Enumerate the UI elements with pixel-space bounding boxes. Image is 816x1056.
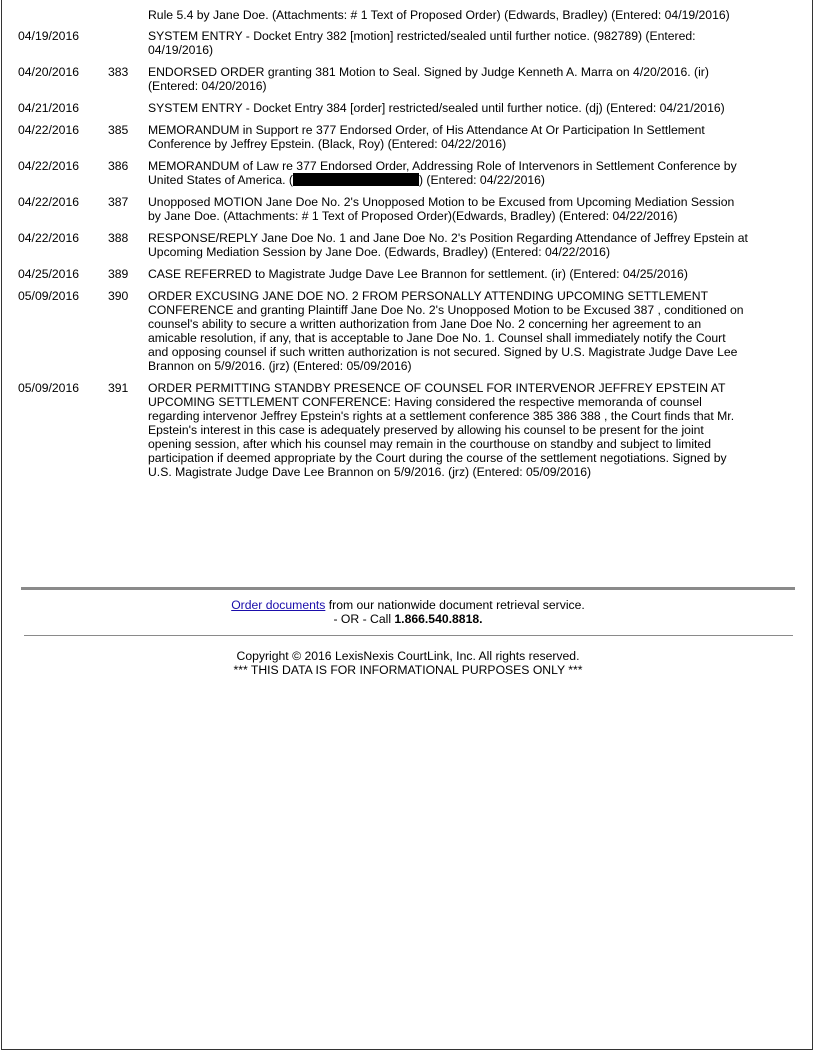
disclaimer-text: *** THIS DATA IS FOR INFORMATIONAL PURPOSES ONLY *** bbox=[233, 663, 583, 677]
phone-number: 1.866.540.8818. bbox=[394, 612, 483, 626]
section-divider bbox=[21, 587, 795, 590]
entry-text: Unopposed MOTION Jane Doe No. 2's Unopposed Motion to be Excused from Upcoming Mediation Session by Jane Doe. (Attachments: # 1 Text of Proposed Order)(Edwards, Bradley) (Entered: 04/22/2016) bbox=[148, 195, 735, 223]
entry-number: 385 bbox=[108, 123, 129, 137]
entry-text: Rule 5.4 by Jane Doe. (Attachments: # 1 Text of Proposed Order) (Edwards, Bradley) (Entered: 04/19/2016) bbox=[148, 8, 730, 22]
entry-date: 04/22/2016 bbox=[18, 231, 79, 245]
entry-date: 04/22/2016 bbox=[18, 159, 79, 173]
docket-entry bbox=[18, 101, 798, 115]
docket-entry bbox=[18, 289, 798, 373]
docket-entry bbox=[18, 65, 798, 93]
copyright-text: Copyright © 2016 LexisNexis CourtLink, Inc. All rights reserved. bbox=[236, 649, 580, 663]
entry-date: 04/21/2016 bbox=[18, 101, 79, 115]
docket-entry bbox=[18, 29, 798, 57]
order-documents-footer bbox=[0, 598, 816, 626]
entry-text bbox=[148, 159, 748, 187]
entry-date: 05/09/2016 bbox=[18, 381, 79, 395]
docket-entry bbox=[18, 267, 798, 281]
entry-number: 387 bbox=[108, 195, 129, 209]
entry-text: RESPONSE/REPLY Jane Doe No. 1 and Jane Doe No. 2's Position Regarding Attendance of Jeffrey Epstein at Upcoming Mediation Session by Jane Doe. (Edwards, Bradley) (Entered: 04/22/2016) bbox=[148, 231, 748, 259]
docket-entry bbox=[18, 123, 798, 151]
order-line bbox=[0, 598, 816, 612]
redaction-block bbox=[293, 173, 419, 186]
entry-number: 388 bbox=[108, 231, 129, 245]
entry-text: SYSTEM ENTRY - Docket Entry 384 [order] restricted/sealed until further notice. (dj) (Entered: 04/21/2016) bbox=[148, 101, 725, 115]
docket-entry bbox=[18, 195, 798, 223]
docket-entries bbox=[18, 8, 798, 487]
footer-divider bbox=[24, 635, 793, 636]
order-documents-link[interactable]: Order documents bbox=[231, 598, 326, 612]
entry-date: 04/22/2016 bbox=[18, 195, 79, 209]
entry-text: CASE REFERRED to Magistrate Judge Dave Lee Brannon for settlement. (ir) (Entered: 04/25/2016) bbox=[148, 267, 688, 281]
entry-text: MEMORANDUM in Support re 377 Endorsed Order, of His Attendance At Or Participation In Settlement Conference by Jeffrey Epstein. (Black, Roy) (Entered: 04/22/2016) bbox=[148, 123, 705, 151]
docket-entry bbox=[18, 8, 798, 22]
entry-date: 05/09/2016 bbox=[18, 289, 79, 303]
call-line bbox=[0, 612, 816, 626]
entry-date: 04/25/2016 bbox=[18, 267, 79, 281]
entry-text: ORDER PERMITTING STANDBY PRESENCE OF COUNSEL FOR INTERVENOR JEFFREY EPSTEIN AT UPCOMING SETTLEMENT CONFERENCE: Having considered the respective memoranda of counsel regarding intervenor Jeffrey Epstein's rights at a settlement conference 385 386 388 , the Court finds that Mr. Epstein's interest in this case is adequately preserved by allowing his counsel to be present for the joint opening session, after which his counsel may remain in the courthouse on standby and subject to limited participation if deemed appropriate by the Court during the course of the settlement negotiations. Signed by U.S. Magistrate Judge Dave Lee Brannon on 5/9/2016. (jrz) (Entered: 05/09/2016) bbox=[148, 381, 735, 479]
entry-number: 383 bbox=[108, 65, 129, 79]
docket-entry bbox=[18, 381, 798, 479]
entry-date: 04/19/2016 bbox=[18, 29, 79, 43]
docket-entry bbox=[18, 159, 798, 187]
entry-text: SYSTEM ENTRY - Docket Entry 382 [motion] restricted/sealed until further notice. (982789) (Entered: 04/19/2016) bbox=[148, 29, 696, 57]
entry-text: ENDORSED ORDER granting 381 Motion to Seal. Signed by Judge Kenneth A. Marra on 4/20/2016. (ir) (Entered: 04/20/2016) bbox=[148, 65, 709, 93]
entry-date: 04/20/2016 bbox=[18, 65, 79, 79]
entry-number: 386 bbox=[108, 159, 129, 173]
entry-date: 04/22/2016 bbox=[18, 123, 79, 137]
entry-text-before-redaction: MEMORANDUM of Law re 377 Endorsed Order, Addressing Role of Intervenors in Settlement Conference by United States of America. ( bbox=[148, 159, 737, 187]
entry-number: 391 bbox=[108, 381, 129, 395]
docket-entry bbox=[18, 231, 798, 259]
entry-text-after-redaction: ) (Entered: 04/22/2016) bbox=[418, 173, 545, 187]
entry-number: 389 bbox=[108, 267, 129, 281]
entry-number: 390 bbox=[108, 289, 129, 303]
order-text: from our nationwide document retrieval service. bbox=[325, 598, 585, 612]
call-prefix: - OR - Call bbox=[333, 612, 395, 626]
entry-text: ORDER EXCUSING JANE DOE NO. 2 FROM PERSONALLY ATTENDING UPCOMING SETTLEMENT CONFERENCE and granting Plaintiff Jane Doe No. 2's Unopposed Motion to be Excused 387 , conditioned on counsel's ability to secure a written authorization from Jane Doe No. 2 concerning her agreement to an amicable resolution, if any, that is acceptable to Jane Doe No. 1. Counsel shall immediately notify the Court and opposing counsel if such written authorization is not secured. Signed by U.S. Magistrate Judge Dave Lee Brannon on 5/9/2016. (jrz) (Entered: 05/09/2016) bbox=[148, 289, 744, 373]
copyright-footer bbox=[0, 649, 816, 677]
